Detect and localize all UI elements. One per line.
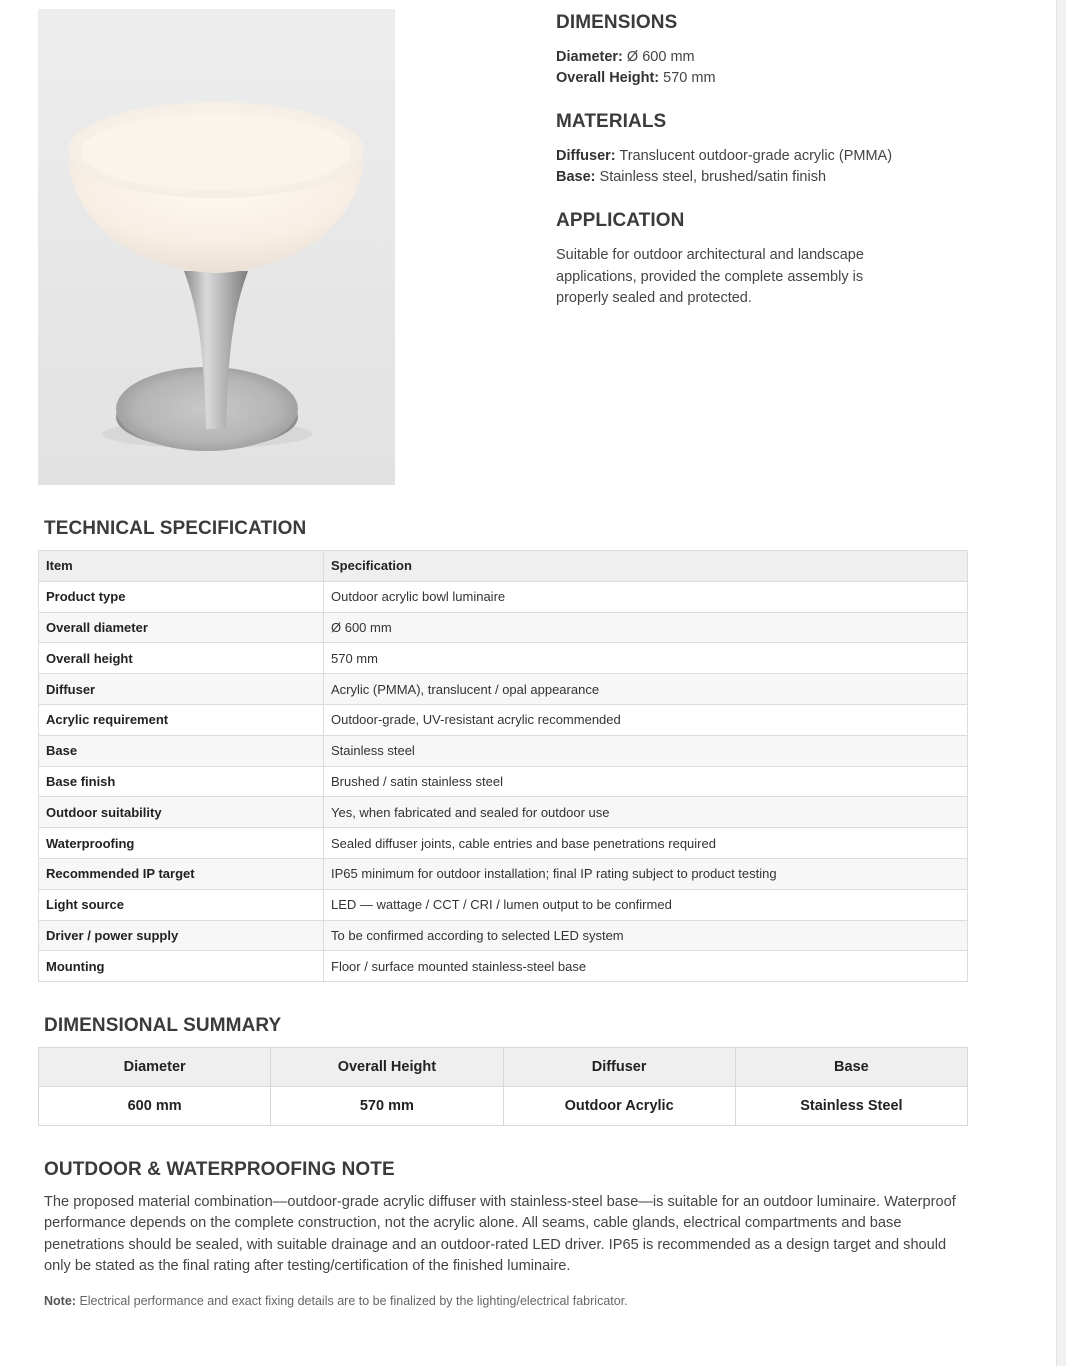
outdoor-note-heading: OUTDOOR & WATERPROOFING NOTE [44, 1159, 395, 1180]
column-header: Overall Height [271, 1048, 503, 1087]
column-header: Diameter [39, 1048, 271, 1087]
row-item: Overall height [39, 643, 324, 674]
dimensions-heading: DIMENSIONS [556, 12, 678, 33]
row-item: Waterproofing [39, 828, 324, 859]
diffuser-value: Translucent outdoor-grade acrylic (PMMA) [619, 148, 893, 164]
row-item: Mounting [39, 951, 324, 982]
outdoor-note-text: The proposed material combination—outdoor-grade acrylic diffuser with stainless-steel base—is suitable for an outdoor luminaire. Waterproof performance depends on the complete construction, not the acrylic alone. All seams, cable glands, electrical compartments and base penetrations should be sealed, with suitable drainage and an outdoor-rated LED driver. IP65 is recommended as a design target and should only be stated as the final rating after testing/certification of the finished luminaire. [44, 1194, 956, 1275]
table-row [39, 858, 968, 889]
diameter-value: Ø 600 mm [626, 49, 695, 65]
table-row [39, 674, 968, 705]
table-header-row [39, 1048, 968, 1087]
row-spec: Brushed / satin stainless steel [324, 766, 968, 797]
materials-block [556, 111, 976, 188]
diameter-label: Diameter: [556, 49, 623, 65]
materials-heading: MATERIALS [556, 111, 667, 132]
base-label: Base: [556, 169, 596, 185]
tech-spec-heading: TECHNICAL SPECIFICATION [44, 518, 307, 539]
table-row [39, 828, 968, 859]
table-row [39, 951, 968, 982]
application-text: Suitable for outdoor architectural and landscape applications, provided the complete assembly is properly sealed and protected. [556, 247, 864, 306]
row-spec: Sealed diffuser joints, cable entries and base penetrations required [324, 828, 968, 859]
row-spec: Ø 600 mm [324, 612, 968, 643]
table-row [39, 612, 968, 643]
dimensions-block [556, 12, 976, 89]
table-row [39, 735, 968, 766]
table-row [39, 581, 968, 612]
row-spec: 570 mm [324, 643, 968, 674]
height-line [556, 68, 976, 89]
row-item: Overall diameter [39, 612, 324, 643]
summary-value: Stainless Steel [735, 1087, 967, 1126]
summary-value: Outdoor Acrylic [503, 1087, 735, 1126]
dimensional-summary-table [38, 1047, 968, 1126]
row-spec: Floor / surface mounted stainless-steel base [324, 951, 968, 982]
row-item: Driver / power supply [39, 920, 324, 951]
diffuser-label: Diffuser: [556, 148, 616, 164]
row-item: Outdoor suitability [39, 797, 324, 828]
row-spec: LED — wattage / CCT / CRI / lumen output to be confirmed [324, 889, 968, 920]
base-value: Stainless steel, brushed/satin finish [599, 169, 827, 185]
fabricator-note [44, 1294, 628, 1308]
column-header: Specification [324, 551, 968, 582]
height-value: 570 mm [663, 70, 716, 86]
row-item: Recommended IP target [39, 858, 324, 889]
table-row [39, 889, 968, 920]
spec-summary [556, 12, 976, 332]
summary-value: 570 mm [271, 1087, 503, 1126]
column-header: Diffuser [503, 1048, 735, 1087]
table-header-row [39, 551, 968, 582]
row-spec: To be confirmed according to selected LED system [324, 920, 968, 951]
column-header: Base [735, 1048, 967, 1087]
summary-value: 600 mm [39, 1087, 271, 1126]
row-spec: Yes, when fabricated and sealed for outdoor use [324, 797, 968, 828]
dimensional-summary-heading: DIMENSIONAL SUMMARY [44, 1015, 282, 1036]
row-spec: Acrylic (PMMA), translucent / opal appearance [324, 674, 968, 705]
height-label: Overall Height: [556, 70, 660, 86]
application-block [556, 210, 976, 310]
scrollbar-track[interactable] [1056, 0, 1066, 1366]
note-label: Note: [44, 1294, 76, 1308]
column-header: Item [39, 551, 324, 582]
row-spec: Outdoor acrylic bowl luminaire [324, 581, 968, 612]
row-item: Base [39, 735, 324, 766]
table-row [39, 643, 968, 674]
table-row [39, 704, 968, 735]
table-row [39, 797, 968, 828]
table-row [39, 920, 968, 951]
application-heading: APPLICATION [556, 210, 685, 231]
row-item: Diffuser [39, 674, 324, 705]
row-spec: IP65 minimum for outdoor installation; final IP rating subject to product testing [324, 858, 968, 889]
diameter-line [556, 47, 976, 68]
note-text: Electrical performance and exact fixing details are to be finalized by the lighting/electrical fabricator. [79, 1294, 628, 1308]
base-line [556, 167, 976, 188]
tech-spec-table [38, 550, 968, 982]
row-item: Light source [39, 889, 324, 920]
row-spec: Stainless steel [324, 735, 968, 766]
row-item: Product type [39, 581, 324, 612]
diffuser-line [556, 146, 976, 167]
table-row [39, 1087, 968, 1126]
row-item: Acrylic requirement [39, 704, 324, 735]
table-row [39, 766, 968, 797]
row-spec: Outdoor-grade, UV-resistant acrylic recommended [324, 704, 968, 735]
row-item: Base finish [39, 766, 324, 797]
product-photo [38, 9, 395, 485]
